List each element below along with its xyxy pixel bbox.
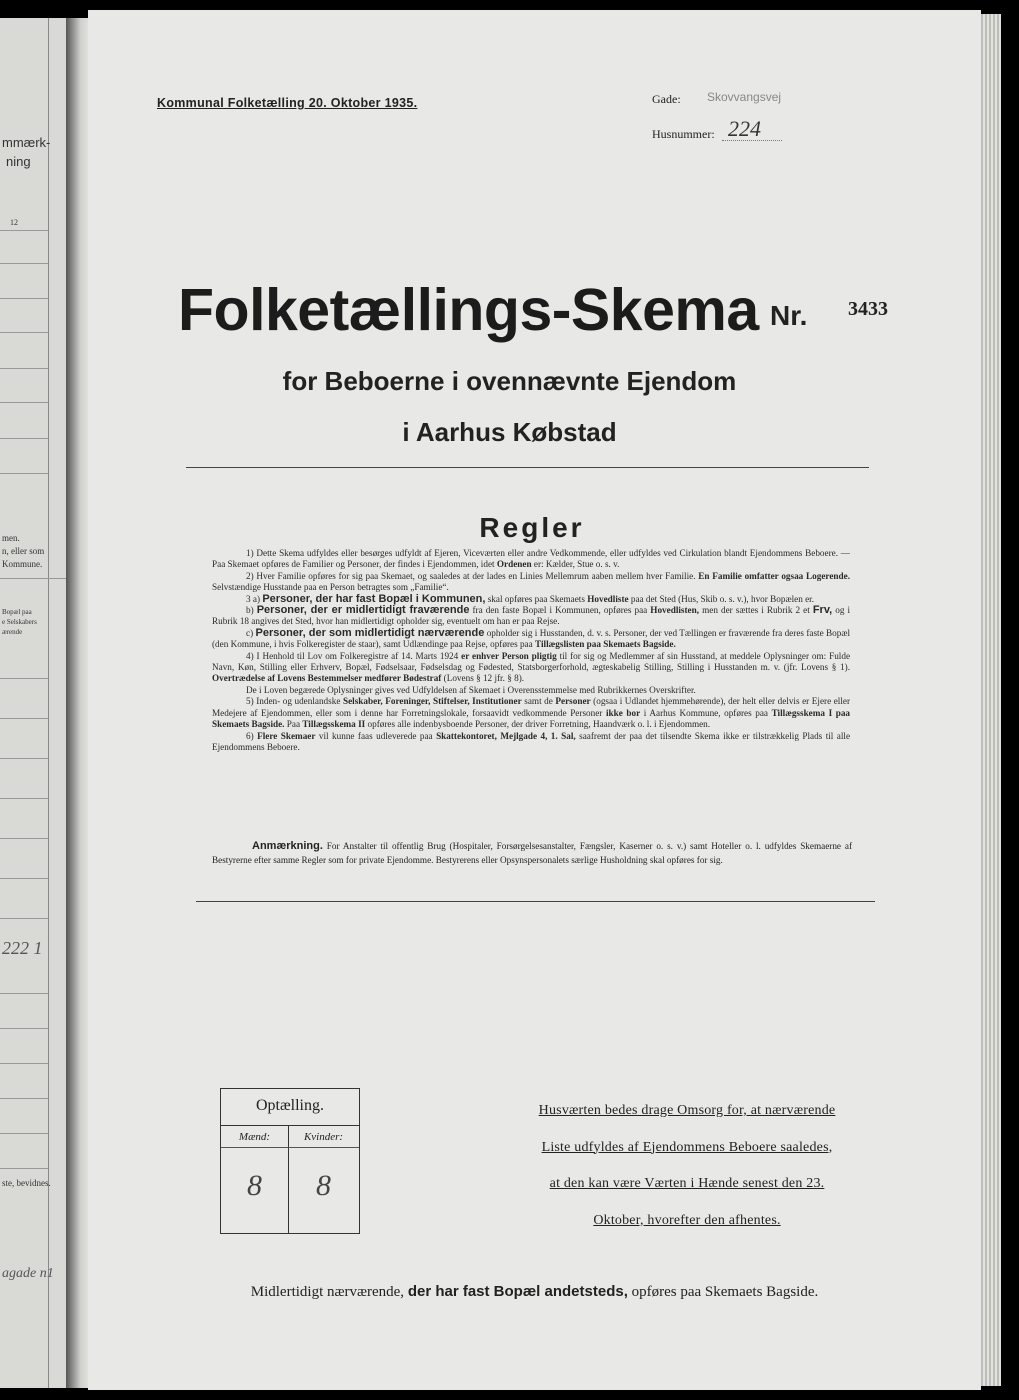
optaelling-header-rule bbox=[221, 1147, 359, 1148]
anmaerkning bbox=[212, 839, 852, 867]
left-rule bbox=[0, 1098, 48, 1099]
anmaerkning-label: Anmærkning. bbox=[252, 840, 323, 852]
left-rule bbox=[0, 402, 48, 403]
left-fragment: ste, bevidnes. bbox=[2, 1178, 51, 1188]
rule-1: 1) Dette Skema udfyldes eller besørges udfyldt af Ejeren, Viceværten eller andre Vedkommende, eller udfyldes ved Cirkulation blandt Ejendommens Beboere. — Paa Skemaet opføres de Familier og Personer, der findes i Ejendommen, idet Ordenen er: Kælder, Stue o. s. v. bbox=[212, 548, 850, 570]
rule-3b: b) Personer, der er midlertidigt fraværende fra den faste Bopæl i Kommunen, opføres paa Hovedlisten, men der sættes i Rubrik 2 et Frv, og i Rubrik 18 angives det Sted, hvor han midlertidigt opholder sig, eventuelt om han er paa Rejse. bbox=[212, 604, 851, 627]
left-fragment: e Selskabers bbox=[2, 618, 37, 626]
landlord-notice bbox=[520, 1093, 854, 1239]
left-rule bbox=[0, 758, 48, 759]
gade-label: Gade: bbox=[652, 92, 681, 106]
optaelling-divider bbox=[221, 1125, 359, 1126]
left-rule bbox=[0, 473, 48, 474]
optaelling-box bbox=[220, 1088, 360, 1234]
left-rule bbox=[0, 838, 48, 839]
rule-5: 5) Inden- og udenlandske Selskaber, Foreninger, Stiftelser, Institutioner samt de Personer (ogsaa i Udlandet hjemmehørende), der helt eller delvis er Ejere eller Medejere af Ejendommen, eller som i denne har Forretningslokale, forsaavidt vedkommende Personer ikke bor i Aarhus Kommune, opføres paa Tillægsskema I paa Skemaets Bagside. Paa Tillægsskema II opføres alle indenbysboende Personer, der driver Forretning, Haandværk o. l. i Ejendommen. bbox=[212, 696, 851, 730]
title-divider bbox=[186, 467, 869, 468]
maend-label: Mænd: bbox=[238, 1131, 271, 1143]
left-rule bbox=[0, 1028, 48, 1029]
husnummer-value: 224 bbox=[728, 116, 761, 141]
left-facing-page bbox=[0, 18, 66, 1388]
notice-line: Oktober, hvorefter den afhentes. bbox=[593, 1212, 781, 1228]
left-fragment: men. bbox=[2, 533, 20, 543]
form-nr-label: Nr. bbox=[770, 300, 808, 331]
form-title: Folketællings-Skema bbox=[178, 277, 759, 343]
kvinder-label: Kvinder: bbox=[303, 1131, 344, 1143]
left-rule bbox=[0, 298, 48, 299]
left-rule bbox=[0, 332, 48, 333]
left-fragment: 12 bbox=[10, 218, 18, 227]
left-rule bbox=[0, 1133, 48, 1134]
left-rule bbox=[0, 678, 48, 679]
left-rule bbox=[0, 798, 48, 799]
left-handwritten-fragment: agade n1 bbox=[2, 1266, 54, 1281]
left-fragment: Kommune. bbox=[2, 559, 43, 569]
left-rule bbox=[0, 578, 66, 579]
left-rule bbox=[0, 1168, 48, 1169]
page-stack-edge bbox=[981, 14, 1001, 1386]
rule-6: 6) Flere Skemaer vil kunne faas udleverede paa Skattekontoret, Mejlgade 4, 1. Sal, saafremt der paa det tilsendte Skema ikke er tilstrækkelig Plads til alle Ejendommens Beboere. bbox=[212, 730, 851, 752]
husnummer-line bbox=[722, 140, 782, 141]
left-rule bbox=[0, 878, 48, 879]
rule-2: 2) Hver Familie opføres for sig paa Skemaet, og saaledes at der lades en Linies Mellemrum aaben mellem hver Familie. En Familie omfatter ogsaa Logerende. Selvstændige Husstande paa en Person betragtes som „Familie“. bbox=[212, 570, 850, 593]
form-subtitle-1: for Beboerne i ovennævnte Ejendom bbox=[282, 366, 737, 396]
form-nr-value: 3433 bbox=[848, 298, 888, 320]
optaelling-title: Optælling. bbox=[255, 1097, 324, 1114]
census-header: Kommunal Folketælling 20. Oktober 1935. bbox=[157, 96, 418, 110]
left-rule bbox=[0, 230, 48, 231]
rule-3a: 3 a) Personer, der har fast Bopæl i Kommunen, skal opføres paa Skemaets Hovedliste paa det Sted (Hus, Skib o. s. v.), hvor Bopælen er. bbox=[246, 592, 815, 605]
left-fragment: mmærk- bbox=[2, 135, 51, 150]
kvinder-value: 8 bbox=[316, 1169, 331, 1202]
book-gutter bbox=[66, 18, 90, 1388]
left-rule bbox=[0, 993, 48, 994]
notice-line: Husværten bedes drage Omsorg for, at nærværende bbox=[538, 1103, 836, 1118]
maend-value: 8 bbox=[247, 1169, 262, 1202]
left-rule bbox=[0, 1063, 48, 1064]
left-fragment: Bopæl paa bbox=[2, 608, 32, 616]
footer-note: Midlertidigt nærværende, der har fast Bopæl andetsteds, opføres paa Skemaets Bagside. bbox=[250, 1283, 819, 1300]
left-fragment: ning bbox=[6, 154, 31, 169]
form-subtitle-2: i Aarhus Købstad bbox=[402, 417, 617, 447]
left-rule bbox=[0, 718, 48, 719]
left-fragment: ærende bbox=[2, 628, 23, 636]
notice-line: Liste udfyldes af Ejendommens Beboere saaledes, bbox=[541, 1139, 833, 1155]
left-fragment: n, eller som bbox=[2, 546, 45, 556]
rule-4: 4) I Henhold til Lov om Folkeregistre af 14. Marts 1924 er enhver Person pligtig til for sig og Medlemmer af sin Husstand, at meddele Oplysninger om: Fulde Navn, Køn, Stilling eller Erhverv, Bopæl, Fødselsaar, Fødselsdag og Fødested, Statsborgerforhold, ægteskabelig Stilling, Stilling i Husstanden m. v. (jfr. Lovens § 1). Overtrædelse af Lovens Bestemmelser medfører Bødestraf (Lovens § 12 jfr. § 8). bbox=[212, 650, 851, 684]
left-handwritten-fragment: 222 1 bbox=[2, 938, 43, 958]
left-rule bbox=[0, 918, 48, 919]
rules-text bbox=[212, 548, 850, 753]
rule-4-cont: De i Loven begærede Oplysninger gives ved Udfyldelsen af Skemaet i Overensstemmelse med Rubrikkernes Overskrifter. bbox=[246, 684, 696, 695]
rule-3c: c) Personer, der som midlertidigt nærværende opholder sig i Husstanden, d. v. s. Personer, der ved Tællingen er fraværende fra deres faste Bopæl (den Kommune, i hvis Folkeregister de staar), samt Udlændinge paa Rejse, opføres paa Tillægslisten paa Skemaets Bagside. bbox=[212, 626, 851, 650]
husnummer-label: Husnummer: bbox=[652, 127, 715, 141]
section-divider bbox=[196, 901, 875, 902]
anmaerkning-text: For Anstalter til offentlig Brug (Hospitaler, Forsørgelsesanstalter, Fængsler, Kaserner o. s. v.) samt Hoteller o. l. udfyldes Skemaerne af Bestyrerne efter samme Regler som for private Ejendomme. Bestyrerens eller Opsynspersonalets særlige Husholdning skal opføres for sig. bbox=[212, 841, 853, 865]
left-rule bbox=[0, 263, 48, 264]
notice-line: at den kan være Værten i Hænde senest den 23. bbox=[549, 1176, 825, 1191]
gade-value: Skovvangsvej bbox=[707, 90, 782, 104]
regler-heading: Regler bbox=[479, 512, 585, 543]
